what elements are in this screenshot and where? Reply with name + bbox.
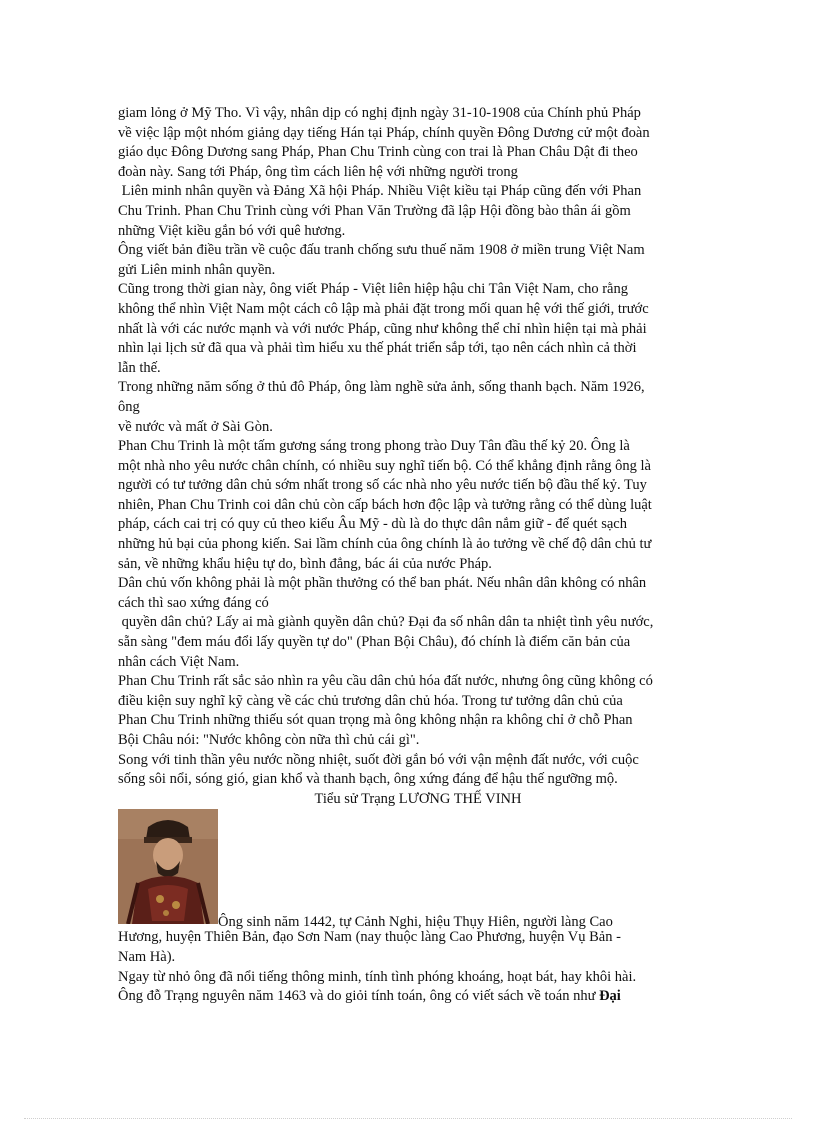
body-text-luong-the-vinh [118, 928, 718, 987]
text-line: những hủ bại của phong kiến. Sai lầm chính của ông chính là ảo tưởng về chế độ dân chủ tư [118, 536, 652, 553]
body-text-biography [118, 104, 718, 790]
text-line: đoàn này. Sang tới Pháp, ông tìm cách liên hệ với những người trong [118, 163, 518, 180]
text-line: không thể nhìn Việt Nam một cách cô lập mà phải đặt trong mối quan hệ với thế giới, trước [118, 300, 649, 317]
portrait-paragraph [118, 809, 718, 928]
text-line: Hương, huyện Thiên Bản, đạo Sơn Nam (nay thuộc làng Cao Phương, huyện Vụ Bản - [118, 929, 621, 946]
text-line: Nam Hà). [118, 948, 176, 965]
section-heading: Tiểu sử Trạng LƯƠNG THẾ VINH [314, 790, 522, 807]
text-line: một nhà nho yêu nước chân chính, có nhiều suy nghĩ tiến bộ. Có thể khẳng định rằng ông là [118, 457, 651, 474]
text-line: Phan Chu Trinh những thiếu sót quan trọng mà ông không nhận ra không chỉ ở chỗ Phan [118, 712, 633, 729]
document-page [118, 104, 718, 1007]
text-line: sẵn sàng "đem máu đổi lấy quyền tự do" (Phan Bội Châu), đó chính là điểm căn bản của [118, 634, 631, 651]
text-line: Phan Chu Trinh là một tấm gương sáng trong phong trào Duy Tân đầu thế kỷ 20. Ông là [118, 438, 630, 455]
text-line: Song với tinh thần yêu nước nồng nhiệt, suốt đời gắn bó với vận mệnh đất nước, với cuộc [118, 751, 639, 768]
portrait-image [118, 809, 218, 924]
text-line: Bội Châu nói: "Nước không còn nữa thì chủ cái gì". [118, 732, 420, 748]
text-line: cách thì sao xứng đáng có [118, 594, 269, 611]
text-line: Chu Trinh. Phan Chu Trinh cùng với Phan Văn Trường đã lập Hội đồng bào thân ái gồm [118, 202, 631, 219]
text-line: Ông viết bản điều trần về cuộc đấu tranh chống sưu thuế năm 1908 ở miền trung Việt Nam [118, 242, 645, 259]
text-line: quyền dân chủ? Lấy ai mà giành quyền dân chủ? Đại đa số nhân dân ta nhiệt tình yêu nước, [118, 614, 654, 631]
text-line: Dân chủ vốn không phải là một phần thưởng có thể ban phát. Nếu nhân dân không có nhân [118, 575, 647, 592]
text-line: giáo dục Đông Dương sang Pháp, Phan Chu Trinh cùng con trai là Phan Châu Dật đi theo [118, 144, 638, 161]
text-line: lẫn thế. [118, 359, 161, 376]
text-line: Trong những năm sống ở thủ đô Pháp, ông làm nghề sửa ảnh, sống thanh bạch. Năm 1926, [118, 379, 645, 396]
text-line: nhiên, Phan Chu Trinh coi dân chủ còn cấp bách hơn độc lập và tưởng rằng có thể dùng luật [118, 496, 652, 513]
page-bottom-rule [24, 1118, 792, 1119]
text-line: những Việt kiều gắn bó với quê hương. [118, 222, 346, 239]
text-line: người có tư tưởng dân chủ sớm nhất trong số các nhà nho yêu nước tiến bộ đầu thế kỷ. Tuy [118, 477, 647, 494]
text-line: ông [118, 398, 140, 415]
text-line: Liên minh nhân quyền và Đảng Xã hội Pháp. Nhiều Việt kiều tại Pháp cũng đến với Phan [118, 183, 642, 200]
text-line: nhất là với các nước mạnh và với nước Pháp, cũng như không thể chỉ nhìn hiện tại mà phải [118, 320, 647, 337]
last-line-text: Ông đỗ Trạng nguyên năm 1463 và do giỏi tính toán, ông có viết sách về toán như [118, 988, 600, 1005]
text-line: về nước và mất ở Sài Gòn. [118, 418, 273, 435]
book-title-start: Đại [599, 988, 621, 1005]
portrait-caption-line: Ông sinh năm 1442, tự Cảnh Nghi, hiệu Thụy Hiên, người làng Cao [218, 913, 613, 930]
text-line: Ngay từ nhỏ ông đã nổi tiếng thông minh, tính tình phóng khoáng, hoạt bát, hay khôi hài. [118, 968, 637, 985]
text-line: điều kiện suy nghĩ kỹ càng về các chủ trương dân chủ hóa. Trong tư tưởng dân chủ của [118, 692, 623, 709]
text-line: nhân cách Việt Nam. [118, 653, 240, 670]
text-line: Phan Chu Trinh rất sắc sảo nhìn ra yêu cầu dân chủ hóa đất nước, nhưng ông cũng không có [118, 673, 653, 690]
text-line: giam lỏng ở Mỹ Tho. Vì vậy, nhân dịp có nghị định ngày 31-10-1908 của Chính phủ Pháp [118, 105, 641, 121]
text-line: Cũng trong thời gian này, ông viết Pháp - Việt liên hiệp hậu chi Tân Việt Nam, cho rằng [118, 281, 628, 298]
text-line: về việc lập một nhóm giảng dạy tiếng Hán tại Pháp, chính quyền Đông Dương cử một đoàn [118, 124, 650, 141]
last-line [118, 987, 718, 1007]
text-line: nhìn lại lịch sử đã qua và phải tìm hiểu xu thế phát triển sắp tới, tạo nên cách nhìn cả thời [118, 340, 637, 357]
text-line: sản, về những khẩu hiệu tự do, bình đẳng, bác ái của nước Pháp. [118, 555, 492, 572]
text-line: pháp, cách cai trị có quy củ theo kiểu Âu Mỹ - dù là do thực dân nắm giữ - để quét sạch [118, 516, 627, 533]
text-line: sống sôi nổi, sóng gió, gian khổ và thanh bạch, ông xứng đáng để hậu thế ngưỡng mộ. [118, 771, 618, 788]
text-line: gửi Liên minh nhân quyền. [118, 261, 276, 278]
